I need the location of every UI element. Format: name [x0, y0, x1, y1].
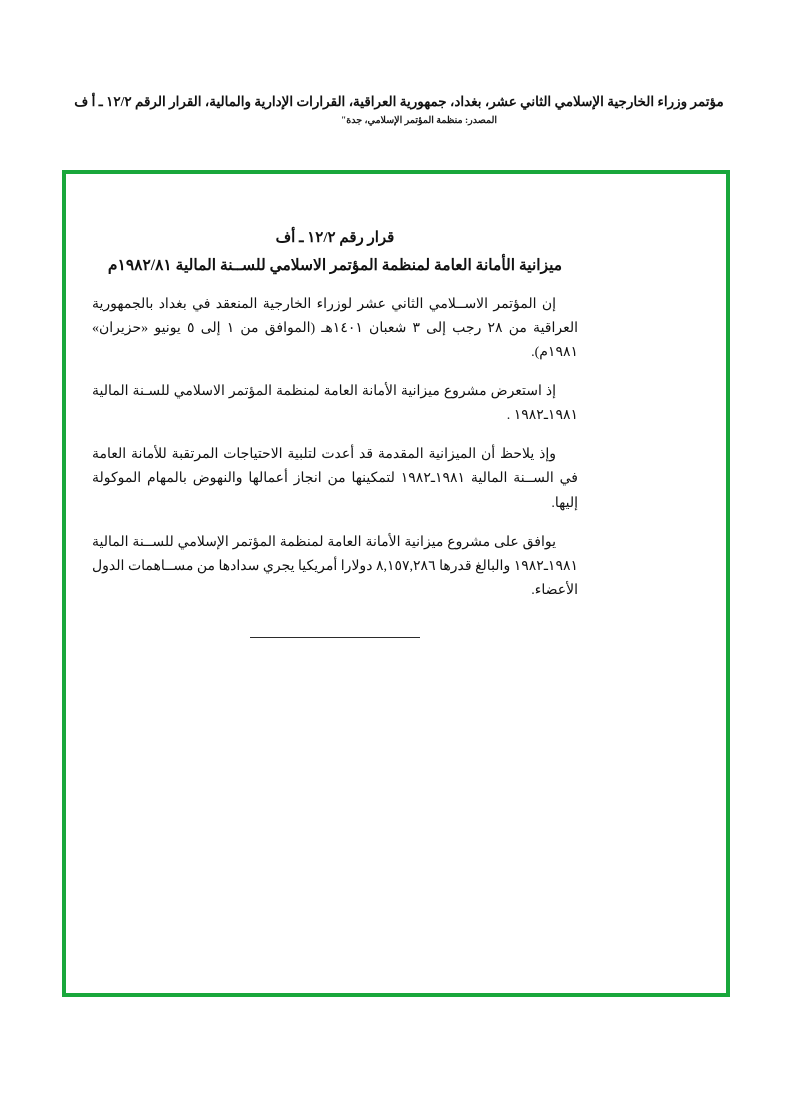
- page-header: [0, 92, 798, 126]
- paragraph-2: إذ استعرض مشروع ميزانية الأمانة العامة لمنظمة المؤتمر الاسلامي للسـنة المالية ١٩٨١ـ١٩٨٢ .: [92, 384, 578, 424]
- paragraph-3: وإذ يلاحظ أن الميزانية المقدمة قد أعدت لتلبية الاحتياجات المرتقبة للأمانة العامة في الســنة المالية ١٩٨١ـ١٩٨٢ لتمكينها من انجاز أعمالها والنهوض بالمهام الموكولة إليها.: [92, 447, 578, 511]
- footer-divider: [250, 637, 420, 638]
- paragraph-4: يوافق على مشروع ميزانية الأمانة العامة لمنظمة المؤتمر الإسلامي للســنة المالية ١٩٨١ـ١٩٨٢ والبالغ قدرها ٨,١٥٧,٢٨٦ دولارا أمريكيا يجري سدادها من مســاهمات الدول الأعضاء.: [92, 534, 578, 598]
- header-title: مؤتمر وزراء الخارجية الإسلامي الثاني عشر، بغداد، جمهورية العراقية، القرارات الإدارية والمالية، القرار الرقم ١٢/٢ ـ أ ف: [74, 94, 724, 109]
- paragraph-1: إن المؤتمر الاســلامي الثاني عشر لوزراء الخارجية المنعقد في بغداد بالجمهورية العراقية من ٢٨ رجب إلى ٣ شعبان ١٤٠١هـ (الموافق من ١ إلى ٥ يونيو «حزيران» ١٩٨١م).: [92, 297, 579, 361]
- document-body: [92, 228, 578, 638]
- resolution-number: قرار رقم ١٢/٢ ـ أف: [275, 230, 395, 246]
- footer-divider-wrap: [92, 637, 578, 638]
- header-source: المصدر: منظمة المؤتمر الإسلامي، جدة": [340, 116, 498, 127]
- resolution-title: ميزانية الأمانة العامة لمنظمة المؤتمر الاسلامي للســنة المالية ١٩٨٢/٨١م: [107, 257, 563, 274]
